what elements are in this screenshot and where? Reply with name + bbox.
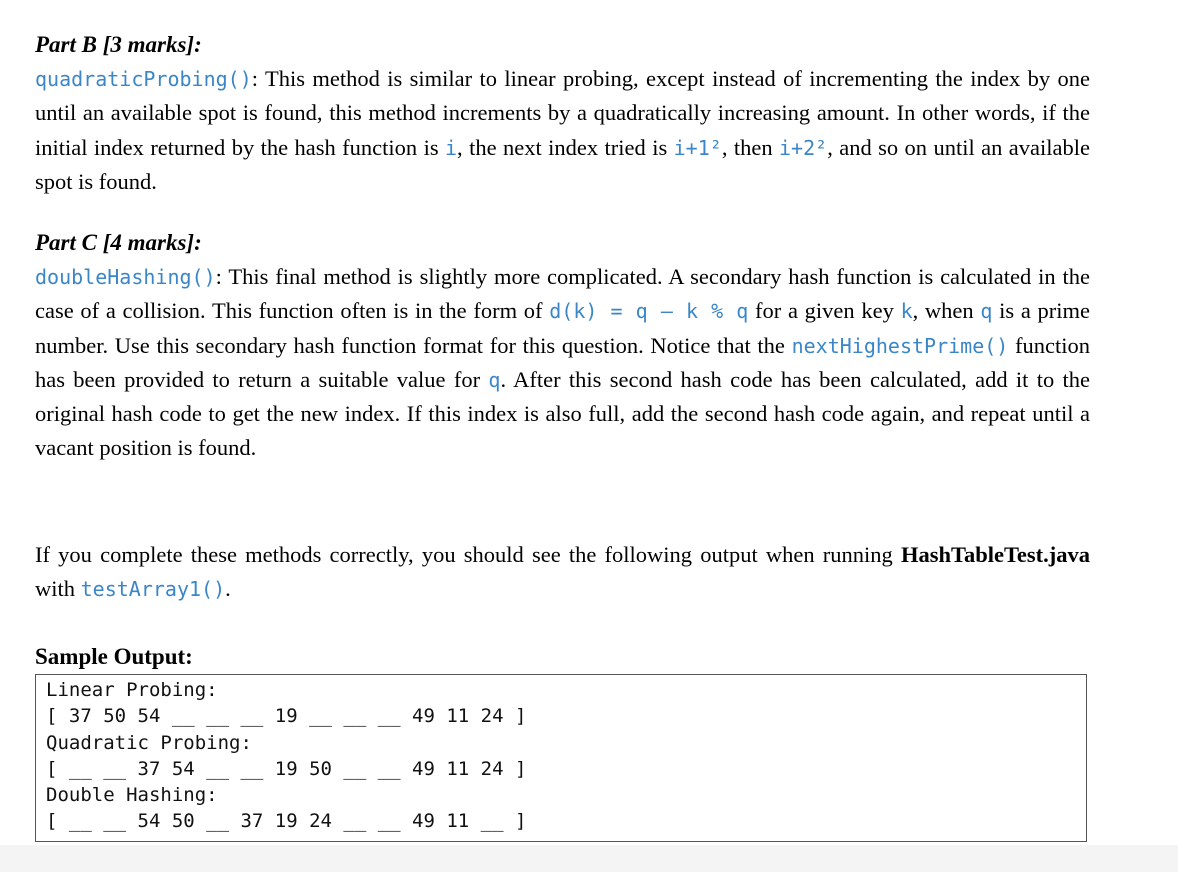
test-array-method: testArray1() [80,577,226,602]
part-c-text-2: for a given key [748,298,901,324]
part-b-paragraph [35,62,1090,199]
q-variable: q [980,299,993,324]
probe-expression-1: i+1² [673,135,722,160]
part-c-section [35,226,1090,466]
completion-text-3: . [225,576,231,602]
sample-output-box [35,674,1087,842]
part-b-text-3: , then [721,134,780,160]
output-line: Double Hashing: [46,784,218,807]
sample-output-heading: Sample Output: [35,644,193,669]
part-b-section [35,28,1090,199]
test-file-name: HashTableTest.java [900,542,1090,567]
part-c-paragraph [35,260,1090,466]
secondary-hash-formula: d(k) = q – k % q [549,299,749,324]
part-b-text-1: : This method is similar to linear probing, except instead of incrementing the index by one until an available spot is found, this method increments by a quadratically increasing amount. In other words, if the initial index returned by the hash function is [35,66,1090,160]
key-variable: k [900,299,913,324]
q-variable-2: q [488,367,501,392]
output-line: Linear Probing: [46,679,218,701]
completion-paragraph [35,538,1090,607]
index-variable: i [445,135,458,160]
part-c-text-6: . After this second hash code has been calculated, add it to the original hash code to get the new index. If this index is also full, add the second hash code again, and repeat until a vacant position is found. [35,366,1090,461]
quadratic-probing-method: quadraticProbing() [35,67,252,91]
part-c-heading: Part C [4 marks]: [35,230,202,255]
completion-text-2: with [35,576,81,602]
part-b-heading: Part B [3 marks]: [35,32,202,57]
part-c-text-4: is a prime number. Use this secondary hash function format for this question. Notice that the [35,298,1090,358]
part-b-text-2: , the next index tried is [457,134,674,160]
part-b-text-4: , and so on until an available spot is found. [35,134,1090,194]
part-c-text-5: function has been provided to return a suitable value for [35,332,1090,392]
output-line: [ __ __ 54 50 __ 37 19 24 __ __ 49 11 __ ] [46,810,527,833]
part-c-text-1: : This final method is slightly more complicated. A secondary hash function is calculated in the case of a collision. This function often is in the form of [35,264,1090,324]
double-hashing-method: doubleHashing() [35,265,216,289]
output-line: [ 37 50 54 __ __ __ 19 __ __ __ 49 11 24 ] [46,705,527,728]
part-c-text-3: , when [912,298,981,324]
probe-expression-2: i+2² [779,135,828,160]
output-line: Quadratic Probing: [46,731,252,754]
completion-section [35,538,1090,607]
output-line: [ __ __ 37 54 __ __ 19 50 __ __ 49 11 24 ] [46,757,527,780]
next-highest-prime-method: nextHighestPrime() [791,333,1009,358]
page-bottom-band [0,845,1178,872]
completion-text-1: If you complete these methods correctly, you should see the following output when running [35,542,901,567]
